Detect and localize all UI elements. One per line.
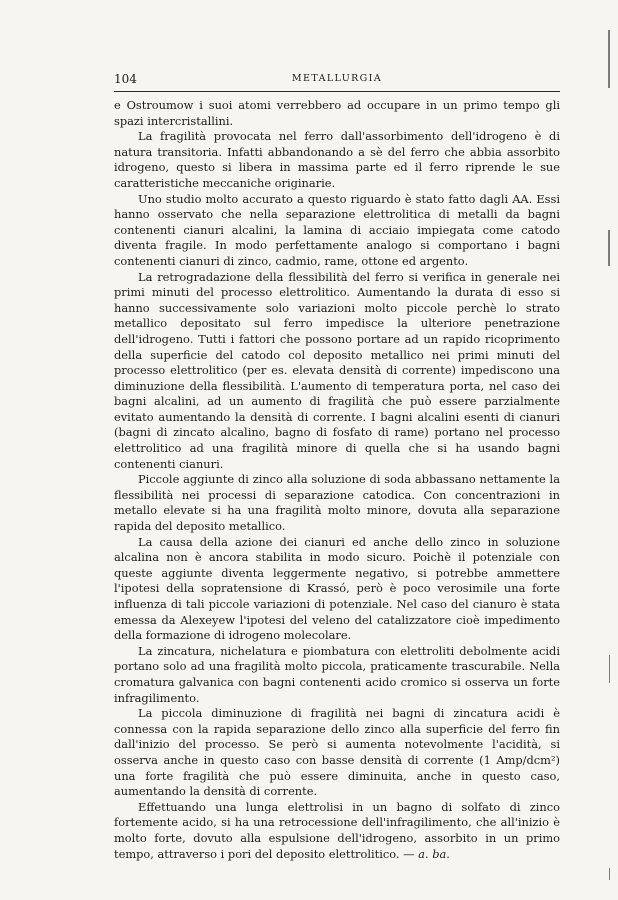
paragraph: La piccola diminuzione di fragilità nei bagni di zincatura acidi è connessa con la rapida separazione dello zinco alla superficie del ferro fin dall'inizio del processo. Se però si aumenta notevolmente l'acidità, si osserva anche in questo caso con basse densità di corrente (1 Amp/dcm²) una forte fragilità che può essere diminuita, anche in questo caso, aumentando la densità di corrente.: [114, 706, 560, 799]
scan-edge-mark: [608, 230, 610, 266]
article-body: [114, 98, 560, 862]
header-rule: [114, 91, 560, 92]
running-title: METALLURGIA: [291, 73, 383, 84]
page-header: [114, 71, 560, 87]
page-number: 104: [114, 72, 137, 86]
paragraph-text: Effettuando una lunga elettrolisi in un bagno di solfato di zinco fortemente acido, si ha una retrocessione dell'infragilimento, che all'inizio è molto forte, dovuto alla espulsione dell'idrogeno, assorbito in un primo tempo, attraverso i pori del deposito elettrolitico. —: [114, 799, 560, 861]
paragraph: La retrogradazione della flessibilità del ferro si verifica in generale nei primi minuti del processo elettrolitico. Aumentando la durata di esso si hanno successivamente solo variazioni molto piccole perchè lo strato metallico depositato sul ferro impedisce la ulteriore penetrazione dell'idrogeno. Tutti i fattori che possono portare ad un rapido ricoprimento della superficie del catodo col deposito metallico nei primi minuti del processo elettrolitico (per es. elevata densità di corrente) impediscono una diminuzione della flessibilità. L'aumento di temperatura porta, nel caso dei bagni alcalini, ad un aumento di fragilità che può essere parzialmente evitato aumentando la densità di corrente. I bagni alcalini esenti di cianuri (bagni di zincato alcalino, bagno di fosfato di rame) portano nel processo elettrolitico ad una fragilità minore di quella che si ha usando bagni contenenti cianuri.: [114, 269, 560, 471]
scan-edge-mark: [608, 30, 610, 88]
final-paragraph: [114, 800, 560, 862]
paragraph: e Ostroumow i suoi atomi verrebbero ad occupare in un primo tempo gli spazi intercristallini.: [114, 98, 560, 128]
scan-edge-mark: [609, 655, 610, 683]
paragraph: Piccole aggiunte di zinco alla soluzione di soda abbassano nettamente la flessibilità nei processi di separazione catodica. Con concentrazioni in metallo elevate si ha una fragilità molto minore, dovuta alla separazione rapida del deposito metallico.: [114, 472, 560, 534]
paragraph: La zincatura, nichelatura e piombatura con elettroliti debolmente acidi portano solo ad una fragilità molto piccola, praticamente trascurabile. Nella cromatura galvanica con bagni contenenti acido cromico si osserva un forte infragilimento.: [114, 643, 560, 705]
scan-edge-mark: [609, 868, 610, 880]
author-signature: a. ba.: [418, 846, 450, 861]
paragraph: La fragilità provocata nel ferro dall'assorbimento dell'idrogeno è di natura transitoria. Infatti abbandonando a sè del ferro che abbia assorbito idrogeno, questo si libera in massima parte ed il ferro riprende le sue caratteristiche meccaniche originarie.: [114, 129, 560, 190]
paragraph: Uno studio molto accurato a questo riguardo è stato fatto dagli AA. Essi hanno osservato che nella separazione elettrolitica di metalli da bagni contenenti cianuri alcalini, la lamina di acciaio impiegata come catodo diventa fragile. In modo perfettamente analogo si comportano i bagni contenenti cianuri di zinco, cadmio, rame, ottone ed argento.: [114, 191, 560, 268]
paragraph: La causa della azione dei cianuri ed anche dello zinco in soluzione alcalina non è ancora stabilita in modo sicuro. Poichè il potenziale con queste aggiunte diventa leggermente negativo, si potrebbe ammettere l'ipotesi della sopratensione di Krassó, però è poco verosimile una forte influenza di tali piccole variazioni di potenziale. Nel caso del cianuro è stata emessa da Alexeyew l'ipotesi del veleno del catalizzatore cioè impedimento della formazione di idrogeno molecolare.: [114, 534, 560, 643]
